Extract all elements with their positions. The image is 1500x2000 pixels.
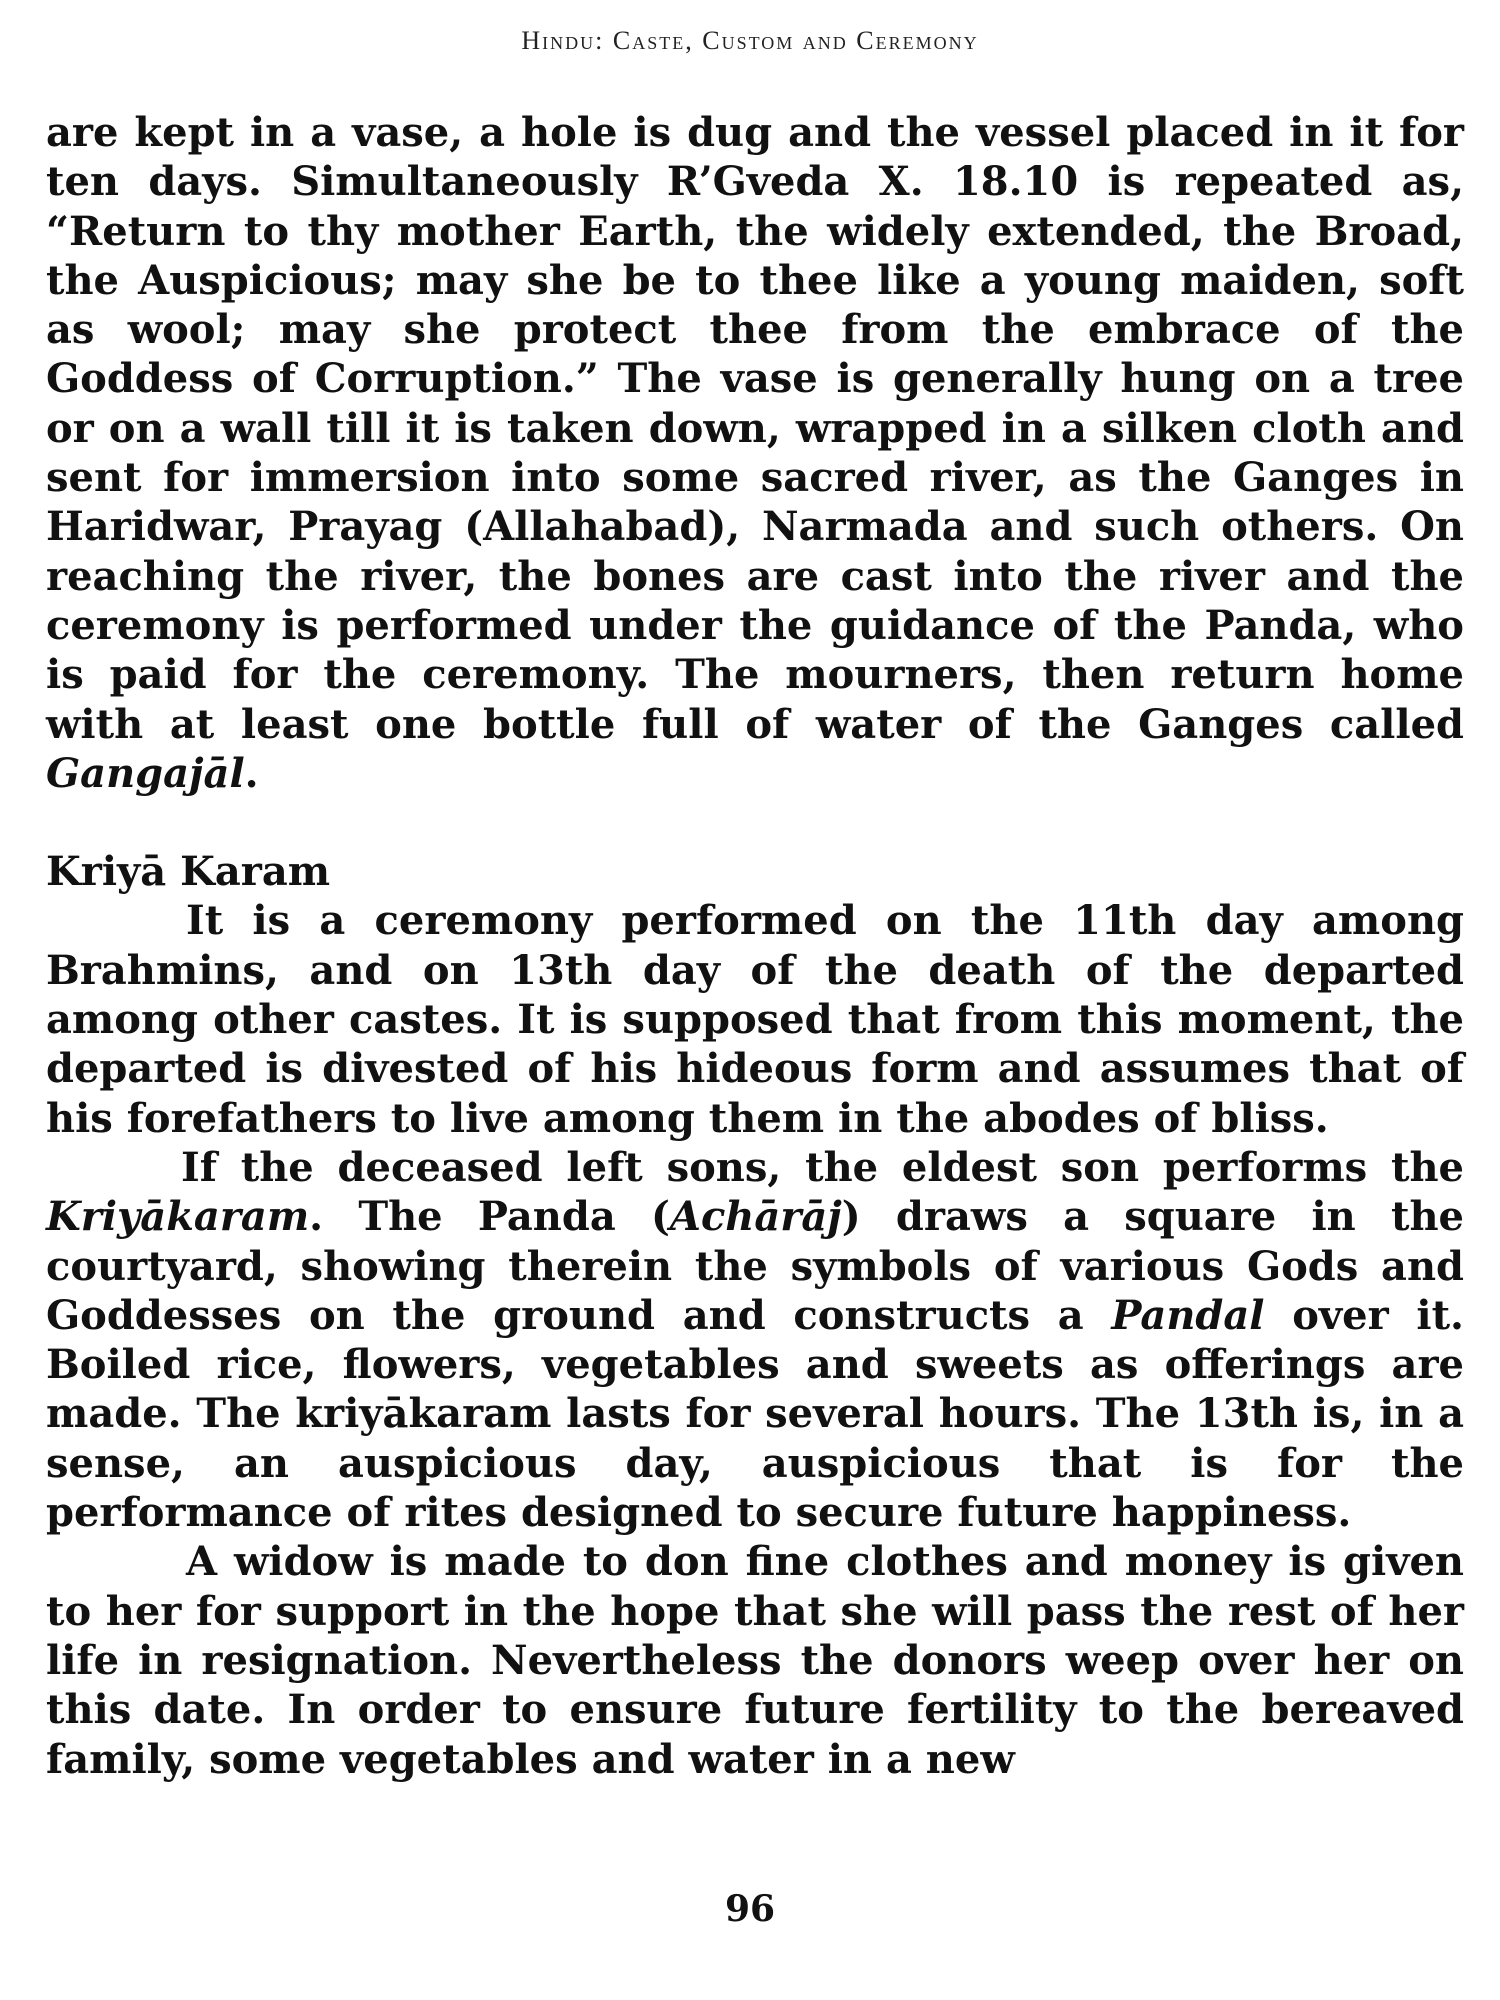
paragraph-4: A widow is made to don fine clothes and money is given to her for support in the hope that she will pass the rest of her life in resignation. Nevertheless the donors weep over her on this date. In order to ensure future fertility to the bereaved family, some vegetables and water in a new [46,1538,1464,1783]
paragraph-3-part-4: over it. Boiled rice, flowers, vegetables and sweets as offerings are made. The kriyākaram lasts for several hours. The 13th is, in a sense, an auspicious day, auspicious that is for the performance of rites designed to secure future happiness. [46,1291,1464,1537]
section-heading: Kriyā Karam [46,848,331,896]
paragraph-3-part-3: ) draws a square in the courtyard, showing therein the symbols of various Gods and Goddesses on the ground and constructs a [46,1193,1464,1339]
term-kriyakaram: Kriyākaram [46,1193,310,1241]
paragraph-3 [46,1143,1464,1537]
term-gangajal: Gangajāl [46,749,245,797]
page-body [46,108,1464,1784]
running-head: Hindu: Caste, Custom and Ceremony [521,26,979,55]
paragraph-1-end: . [244,749,259,797]
paragraph-1-text: are kept in a vase, a hole is dug and the vessel placed in it for ten days. Simultaneously R’Gveda X. 18.10 is repeated as, “Return to thy mother Earth, the widely extended, the Broad, the Auspicious; may she be to thee like a young maiden, soft as wool; may she protect thee from the embrace of the Goddess of Corruption.” The vase is generally hung on a tree or on a wall till it is taken down, wrapped in a silken cloth and sent for immersion into some sacred river, as the Ganges in Haridwar, Prayag (Allahabad), Narmada and such others. On reaching the river, the bones are cast into the river and the ceremony is performed under the guidance of the Panda, who is paid for the ceremony. The mourners, then return home with at least one bottle full of water of the Ganges called [46,109,1464,748]
paragraph-3-part-1: If the deceased left sons, the eldest son performs the [181,1143,1464,1191]
paragraph-3-part-2: . The Panda ( [309,1193,670,1241]
paragraph-1 [46,108,1464,798]
page-number: 96 [724,1888,776,1930]
paragraph-2: It is a ceremony performed on the 11th day among Brahmins, and on 13th day of the death of the departed among other castes. It is supposed that from this moment, the departed is divested of his hideous form and assumes that of his forefathers to live among them in the abodes of bliss. [46,897,1464,1142]
term-acharaj: Achārāj [669,1193,842,1241]
term-pandal: Pandal [1111,1291,1265,1339]
